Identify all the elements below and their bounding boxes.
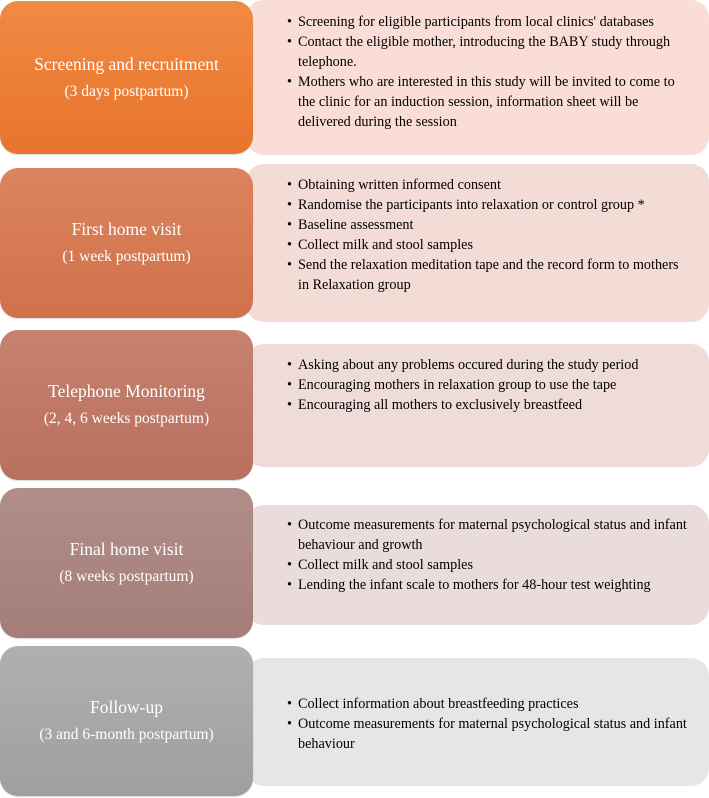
stage-bullet-list (287, 515, 687, 595)
stage-bullet-list (287, 12, 687, 132)
stage-subtitle: (2, 4, 6 weeks postpartum) (43, 410, 210, 427)
stage-title: Telephone Monitoring (48, 381, 205, 401)
stage-subtitle: (3 and 6-month postpartum) (39, 726, 214, 743)
bullet-item: • Outcome measurements for maternal psychological status and infant behaviour (287, 714, 687, 754)
stage-label-box (0, 488, 253, 638)
bullet-item: • Screening for eligible participants from local clinics' databases (287, 12, 687, 32)
bullet-item: • Collect milk and stool samples (287, 235, 687, 255)
stage-final-home-visit (0, 488, 709, 638)
stage-label-box (0, 330, 253, 480)
stage-label-box (0, 1, 253, 154)
stage-first-home-visit (0, 164, 709, 324)
stage-screening (0, 0, 709, 158)
bullet-item: • Lending the infant scale to mothers for 48-hour test weighting (287, 575, 687, 595)
bullet-item: • Randomise the participants into relaxation or control group * (287, 195, 687, 215)
stage-subtitle: (8 weeks postpartum) (59, 568, 194, 585)
stage-bullet-list (287, 355, 687, 415)
bullet-item: • Outcome measurements for maternal psychological status and infant behaviour and growth (287, 515, 687, 555)
stage-title: First home visit (71, 219, 182, 239)
stage-title: Screening and recruitment (34, 53, 219, 74)
stage-subtitle: (1 week postpartum) (62, 248, 191, 265)
bullet-item: • Baseline assessment (287, 215, 687, 235)
stage-label-box (0, 646, 253, 796)
bullet-item: • Collect information about breastfeeding practices (287, 694, 687, 714)
stage-subtitle: (3 days postpartum) (64, 82, 189, 100)
bullet-item: • Encouraging all mothers to exclusively breastfeed (287, 395, 687, 415)
bullet-item: • Encouraging mothers in relaxation group to use the tape (287, 375, 687, 395)
stage-follow-up (0, 646, 709, 796)
stage-bullet-list (287, 694, 687, 754)
stage-label-box (0, 168, 253, 318)
bullet-item: • Asking about any problems occured during the study period (287, 355, 687, 375)
stage-title: Follow-up (90, 697, 163, 717)
bullet-item: • Obtaining written informed consent (287, 175, 687, 195)
bullet-item: • Collect milk and stool samples (287, 555, 687, 575)
stage-title: Final home visit (69, 539, 184, 559)
stage-bullet-list (287, 175, 687, 295)
stage-telephone-monitoring (0, 330, 709, 480)
bullet-item: • Send the relaxation meditation tape and the record form to mothers in Relaxation group (287, 255, 687, 295)
bullet-item: • Mothers who are interested in this study will be invited to come to the clinic for an induction session, information sheet will be delivered during the session (287, 72, 687, 132)
bullet-item: • Contact the eligible mother, introducing the BABY study through telephone. (287, 32, 687, 72)
